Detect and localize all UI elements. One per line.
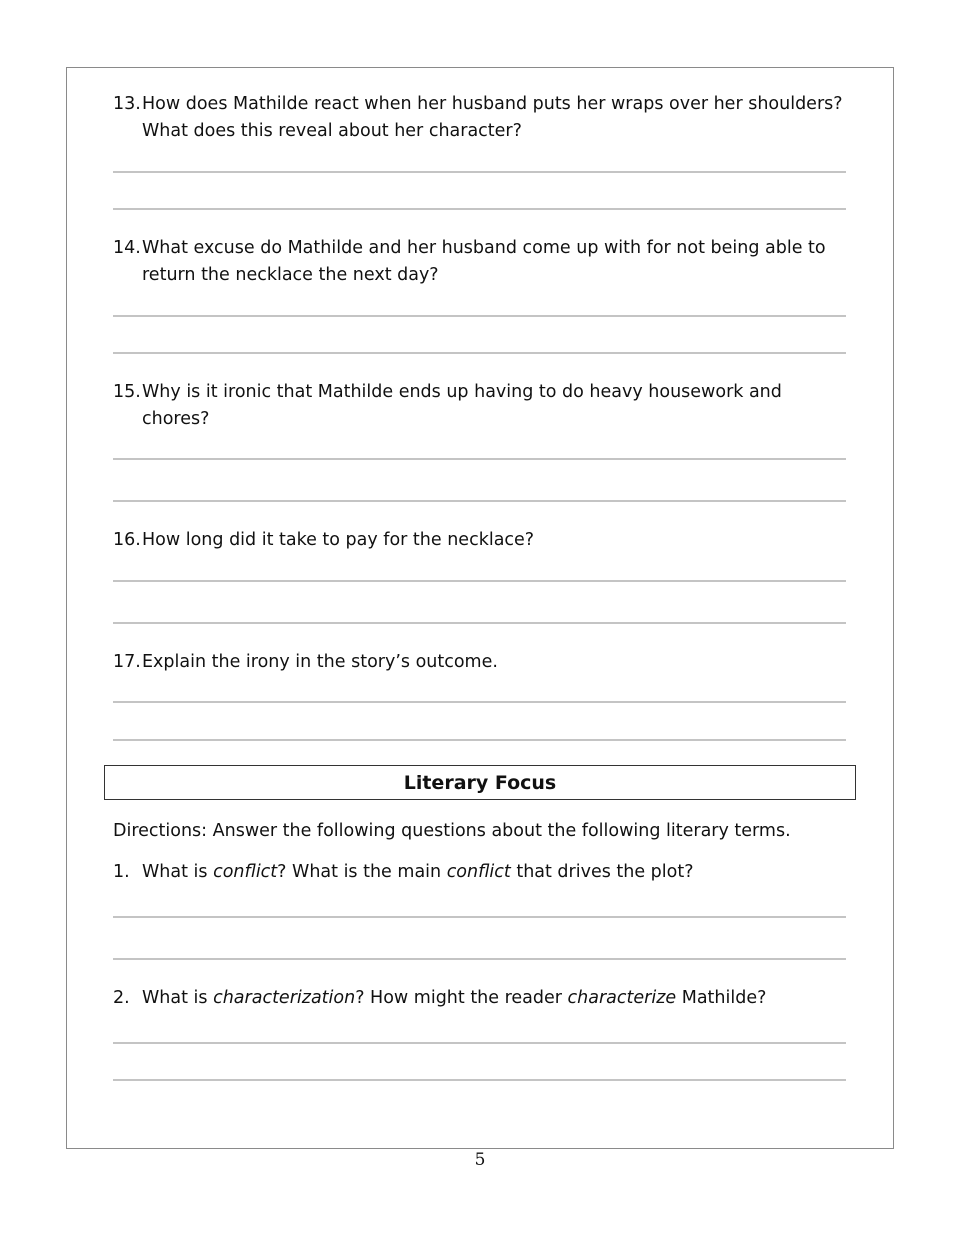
directions-text: Directions: Answer the following questions about the following literary terms.: [113, 821, 791, 841]
answer-line[interactable]: [113, 315, 846, 317]
question-text-part: ? How might the reader: [355, 988, 568, 1008]
literary-focus-heading: Literary Focus: [104, 765, 856, 800]
answer-line[interactable]: [113, 500, 846, 502]
literary-term: characterize: [567, 988, 677, 1008]
question-number: 13.: [113, 94, 141, 114]
answer-line[interactable]: [113, 1079, 846, 1081]
question-number: 17.: [113, 652, 141, 672]
question-text-part: What is: [142, 988, 214, 1008]
question-text: How long did it take to pay for the necklace?: [142, 530, 535, 550]
question-text-part: that drives the plot?: [510, 862, 694, 882]
answer-line[interactable]: [113, 916, 846, 918]
literary-question-1: [113, 859, 694, 886]
question-text: Explain the irony in the story’s outcome.: [142, 652, 498, 672]
literary-term: conflict: [213, 862, 278, 882]
question-16: [113, 527, 853, 554]
literary-question-2: [113, 985, 766, 1012]
answer-line[interactable]: [113, 208, 846, 210]
answer-line[interactable]: [113, 739, 846, 741]
page-number: 5: [474, 1150, 486, 1170]
answer-line[interactable]: [113, 958, 846, 960]
answer-line[interactable]: [113, 1042, 846, 1044]
question-text-part: What is: [142, 862, 214, 882]
literary-term: conflict: [446, 862, 511, 882]
question-number: 2.: [113, 988, 130, 1008]
answer-line[interactable]: [113, 458, 846, 460]
question-text: Why is it ironic that Mathilde ends up having to do heavy housework and chores?: [142, 382, 782, 429]
question-number: 14.: [113, 238, 141, 258]
question-number: 1.: [113, 862, 130, 882]
answer-line[interactable]: [113, 171, 846, 173]
answer-line[interactable]: [113, 580, 846, 582]
answer-line[interactable]: [113, 352, 846, 354]
question-text: What excuse do Mathilde and her husband come up with for not being able to return the necklace the next day?: [142, 238, 826, 285]
question-text: How does Mathilde react when her husband puts her wraps over her shoulders? What does this reveal about her character?: [142, 94, 843, 141]
question-14: [113, 235, 853, 289]
question-17: [113, 649, 853, 676]
question-13: [113, 91, 853, 145]
answer-line[interactable]: [113, 622, 846, 624]
question-number: 15.: [113, 382, 141, 402]
literary-term: characterization: [213, 988, 356, 1008]
question-text-part: ? What is the main: [277, 862, 447, 882]
question-text-part: Mathilde?: [676, 988, 767, 1008]
answer-line[interactable]: [113, 701, 846, 703]
question-number: 16.: [113, 530, 141, 550]
question-15: [113, 379, 853, 433]
